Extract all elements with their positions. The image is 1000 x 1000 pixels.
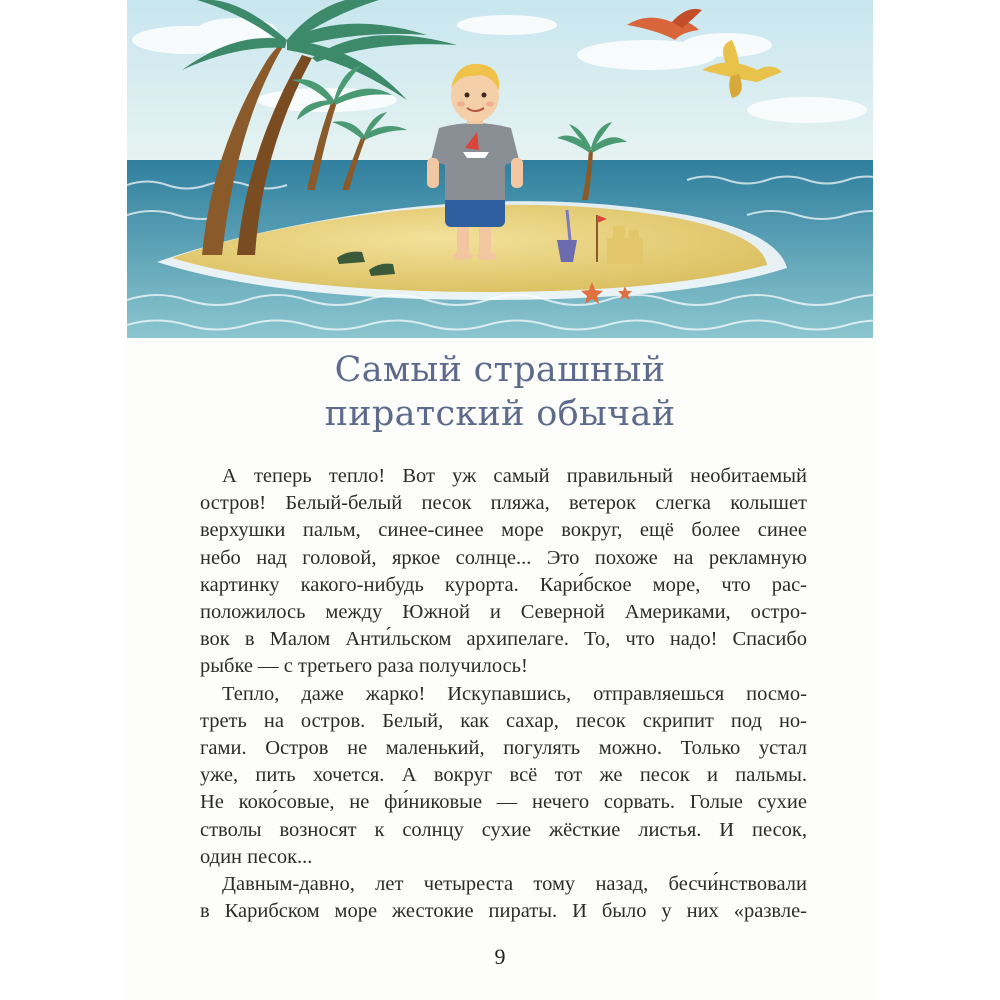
- island-illustration: [127, 0, 873, 338]
- text-line: остров! Белый-белый песок пляжа, ветерок слегка колышет: [200, 492, 807, 515]
- text-line: Тепло, даже жарко! Искупавшись, отправляешься посмо-: [222, 682, 807, 705]
- text-line: картинку какого-нибудь курорта. Кари́бское море, что рас-: [200, 573, 807, 596]
- body-text: [200, 463, 807, 925]
- text-line: уже, пить хочется. А вокруг всё тот же песок и пальмы.: [200, 764, 807, 787]
- text-line: вок в Малом Анти́льском архипелаге. То, что надо! Спасибо: [200, 628, 807, 651]
- text-line: Не коко́совые, не фи́никовые — нечего сорвать. Голые сухие: [200, 791, 807, 814]
- text-line: треть на остров. Белый, как сахар, песок скрипит под но-: [200, 709, 807, 732]
- text-line: небо над головой, яркое солнце... Это похоже на рекламную: [200, 546, 807, 569]
- text-line: Давным-давно, лет четыреста тому назад, бесчи́нствовали: [222, 873, 807, 896]
- text-line: А теперь тепло! Вот уж самый правильный необитаемый: [222, 465, 807, 487]
- chapter-title-line: пиратский обычай: [324, 394, 676, 434]
- text-line: гами. Остров не маленький, погулять можно. Только устал: [200, 737, 807, 760]
- paragraph: [200, 681, 807, 871]
- chapter-title-line: Самый страшный: [334, 350, 666, 390]
- page-number: 9: [494, 944, 506, 969]
- text-line: положилось между Южной и Северной Америками, остро-: [200, 601, 807, 624]
- text-line: стволы возносят к солнцу сухие жёсткие листья. И песок,: [200, 818, 807, 841]
- text-line: верхушки пальм, синее-синее море вокруг, ещё более синее: [200, 519, 807, 542]
- text-line: рыбке — с третьего раза получилось!: [200, 655, 528, 678]
- paragraph: [200, 463, 807, 681]
- chapter-title: [127, 348, 873, 436]
- text-line: один песок...: [200, 845, 313, 868]
- book-page: [127, 0, 873, 1000]
- paragraph: [200, 871, 807, 925]
- text-line: в Карибском море жестокие пираты. И было у них «развле-: [200, 900, 807, 923]
